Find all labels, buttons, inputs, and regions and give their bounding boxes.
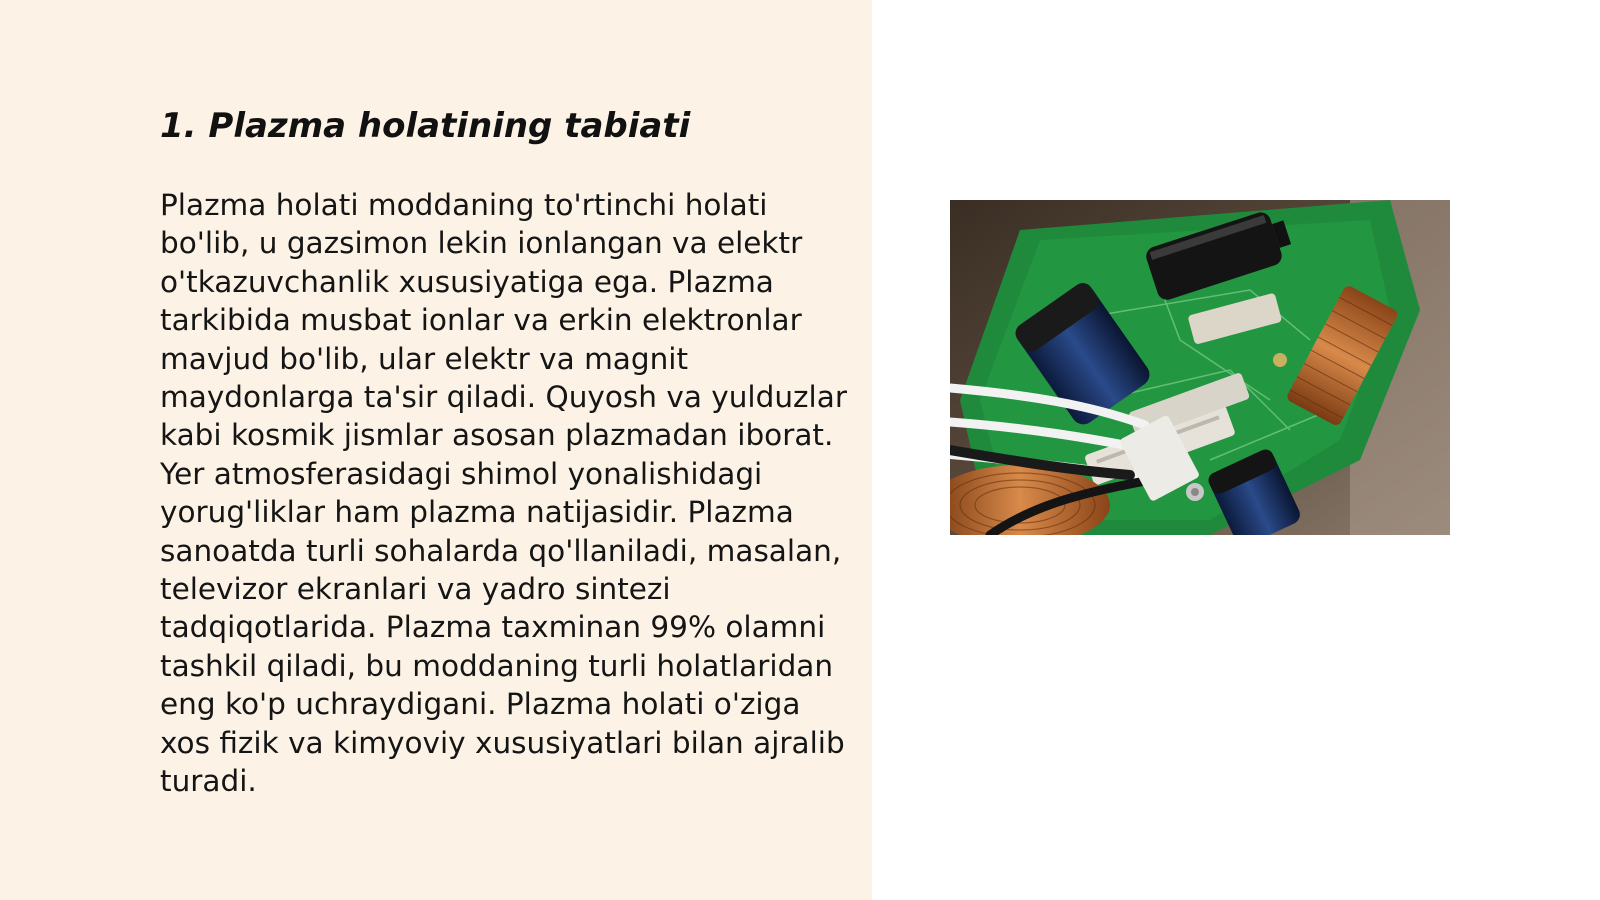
slide-body-text: Plazma holati moddaning to'rtinchi holati bo'lib, u gazsimon lekin ionlangan va elektr o'tkazuvchanlik xususiyatiga ega. Plazma tarkibida musbat ionlar va erkin elektronlar mavjud bo'lib, ular elektr va magnit maydonlarga ta'sir qiladi. Quyosh va yulduzlar kabi kosmik jismlar asosan plazmadan iborat. Yer atmosferasidagi shimol yonalishidagi yorug'liklar ham plazma natijasidir. Plazma sanoatda turli sohalarda qo'llaniladi, masalan, televizor ekranlari va yadro sintezi tadqiqotlarida. Plazma taxminan 99% olamni tashkil qiladi, bu moddaning turli holatlaridan eng ko'p uchraydigani. Plazma holati o'ziga xos fizik va kimyoviy xususiyatlari bilan ajralib turadi.	[160, 188, 847, 799]
circuit-board-photo	[950, 200, 1450, 535]
slide-title: 1. Plazma holatining tabiati	[160, 106, 691, 146]
